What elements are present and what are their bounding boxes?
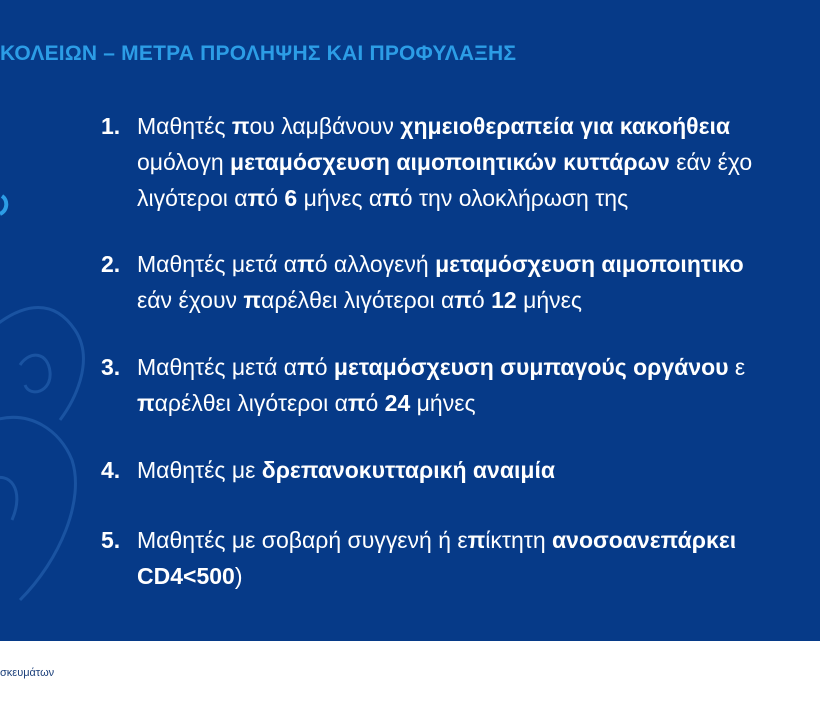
text-segment: ε xyxy=(728,354,746,380)
bold-text: π xyxy=(297,251,315,277)
bold-text: π xyxy=(382,185,400,211)
text-segment: ου λαμβάνουν xyxy=(249,113,401,139)
bold-text: π xyxy=(231,113,250,139)
bold-text: π xyxy=(297,354,315,380)
list-item-line xyxy=(101,180,752,216)
bold-text: μεταμόσχευση αιμοποιητικο xyxy=(435,251,744,277)
slide-title: ΚΟΛΕΙΩΝ – ΜΕΤΡΑ ΠΡΟΛΗΨΗΣ ΚΑΙ ΠΡΟΦΥΛΑΞΗΣ xyxy=(0,42,517,65)
text-segment: ομόλογη xyxy=(137,149,231,175)
bold-text: π xyxy=(137,390,155,416)
bold-text: 24 xyxy=(384,390,411,416)
footer-text: σκευμάτων xyxy=(0,667,55,679)
list-item-line xyxy=(101,246,744,282)
text-segment: Μαθητές μετά α xyxy=(137,251,298,277)
list-item-line xyxy=(101,144,752,180)
text-segment: ό xyxy=(265,185,285,211)
text-segment: ό xyxy=(471,287,492,313)
text-segment: ) xyxy=(234,563,243,589)
list-item-number: 5. xyxy=(101,527,121,553)
bold-text: CD4<500 xyxy=(137,563,235,589)
bold-text: μεταμόσχευση αιμοποιητικών κυττάρων xyxy=(230,149,670,175)
bold-text: 6 xyxy=(284,185,298,211)
list-item-number: 1. xyxy=(101,113,121,139)
list-item xyxy=(101,246,744,318)
list-item xyxy=(101,522,736,594)
list-item-line xyxy=(101,558,736,594)
text-segment: μήνες xyxy=(410,390,476,416)
bold-text: π xyxy=(454,287,472,313)
list-item-number: 2. xyxy=(101,251,121,277)
list-item-line xyxy=(101,349,745,385)
bold-text: μεταμόσχευση συμπαγούς οργάνου xyxy=(333,354,729,380)
text-segment: ό αλλογενή xyxy=(314,251,436,277)
text-segment: ό xyxy=(314,354,334,380)
list-item-number: 4. xyxy=(101,457,121,483)
bold-text: π xyxy=(467,527,486,553)
text-segment: αρέλθει λιγότεροι α xyxy=(154,390,348,416)
text-segment: εάν έχουν xyxy=(137,287,244,313)
text-segment: Μαθητές μετά α xyxy=(137,354,298,380)
list-item-line xyxy=(101,522,736,558)
bold-text: δρεπανοκυτταρική αναιμία xyxy=(261,457,555,483)
text-segment: ό την ολοκλήρωση της xyxy=(399,185,629,211)
text-segment: ίκτητη xyxy=(485,527,553,553)
bold-text: π xyxy=(243,287,262,313)
text-segment: ό xyxy=(365,390,385,416)
bold-text: 12 xyxy=(491,287,517,313)
bold-text: ανοσοανεπάρκει xyxy=(552,527,737,553)
list-item-line xyxy=(101,385,745,421)
text-segment: Μαθητές με xyxy=(137,457,262,483)
bold-text: χημειοθεραπεία για κακοήθεια xyxy=(400,113,731,139)
text-segment: Μαθητές με σοβαρή συγγενή ή ε xyxy=(137,527,468,553)
text-segment: μήνες xyxy=(516,287,582,313)
text-segment: λιγότεροι α xyxy=(137,185,248,211)
list-item-line xyxy=(101,452,555,488)
text-segment: μήνες α xyxy=(297,185,383,211)
bold-text: π xyxy=(347,390,366,416)
text-segment: εάν έχο xyxy=(669,149,753,175)
list-item xyxy=(101,108,752,216)
list-item xyxy=(101,452,555,488)
list-item-line xyxy=(101,282,744,318)
text-segment: Μαθητές xyxy=(137,113,232,139)
list-item xyxy=(101,349,745,421)
list-item-line xyxy=(101,108,752,144)
list-item-number: 3. xyxy=(101,354,121,380)
text-segment: αρέλθει λιγότεροι α xyxy=(261,287,455,313)
bold-text: π xyxy=(247,185,266,211)
